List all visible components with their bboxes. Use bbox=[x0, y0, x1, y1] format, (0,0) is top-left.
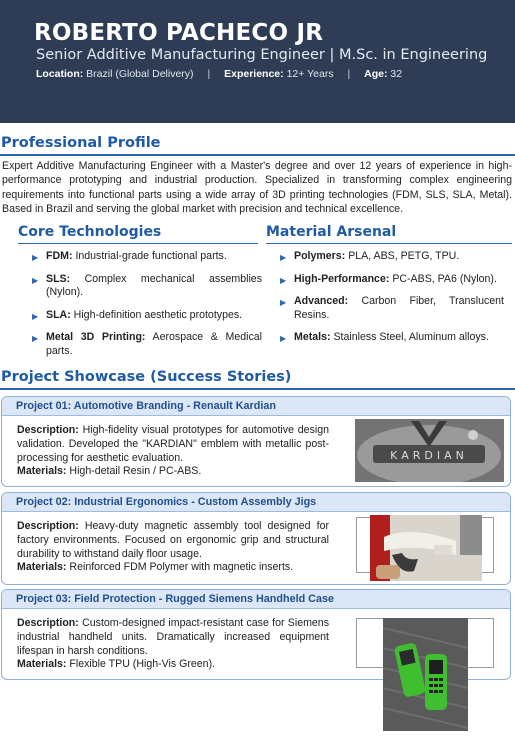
material-arsenal-list bbox=[280, 250, 504, 354]
jig-icon bbox=[370, 515, 482, 581]
showcase-title: Project Showcase (Success Stories) bbox=[1, 369, 292, 385]
project-card-01 bbox=[1, 396, 511, 487]
resume-header bbox=[0, 0, 515, 123]
project-title: Project 01: Automotive Branding - Renault Kardian bbox=[2, 397, 510, 416]
meta-separator: | bbox=[207, 68, 211, 80]
project-title: Project 02: Industrial Ergonomics - Custom Assembly Jigs bbox=[2, 493, 510, 512]
list-item: ▶ SLS: Complex mechanical assemblies (Nylon). bbox=[32, 272, 262, 298]
location-label: Location: bbox=[36, 68, 84, 80]
age-label: Age: bbox=[364, 68, 388, 80]
list-item: ▶ FDM: Industrial-grade functional parts. bbox=[32, 250, 262, 264]
candidate-name: ROBERTO PACHECO JR bbox=[34, 20, 324, 46]
triangle-right-icon: ▶ bbox=[280, 275, 287, 285]
project-card-02 bbox=[1, 492, 511, 585]
profile-text: Expert Additive Manufacturing Engineer with a Master's degree and over 12 years of experience in high-performance prototyping and industrial production. Specialized in transforming complex engineering requirements into functional parts using a wide array of 3D printing technologies (FDM, SLS, SLA, Metal). Based in Brazil and serving the global market with precision and technical excellence. bbox=[2, 160, 512, 215]
project-body: Description: High-fidelity visual prototypes for automotive design validation. Developed the "KARDIAN" emblem with metallic post-processing for aesthetic evaluation. Materials: High-detail Resin / PC-ABS. bbox=[17, 424, 330, 478]
list-item: ▶ SLA: High-definition aesthetic prototypes. bbox=[32, 309, 262, 323]
handheld-case-icon bbox=[383, 618, 468, 731]
core-technologies-list bbox=[32, 250, 262, 367]
triangle-right-icon: ▶ bbox=[280, 298, 287, 307]
age-value: 32 bbox=[390, 68, 403, 80]
experience-value: 12+ Years bbox=[286, 68, 334, 80]
triangle-right-icon: ▶ bbox=[280, 334, 287, 343]
project-body: Description: Custom-designed impact-resistant case for Siemens industrial handheld units. Dramatically increased equipment lifespan in harsh conditions. Materials: Flexible TPU (High-Vis Green). bbox=[17, 617, 329, 671]
candidate-meta bbox=[36, 68, 402, 80]
emblem-icon bbox=[355, 419, 504, 482]
triangle-right-icon: ▶ bbox=[32, 253, 39, 262]
project-title: Project 03: Field Protection - Rugged Siemens Handheld Case bbox=[2, 590, 510, 609]
showcase-divider bbox=[0, 388, 515, 390]
location-value: Brazil (Global Delivery) bbox=[86, 68, 194, 80]
list-item: ▶ Metals: Stainless Steel, Aluminum alloys. bbox=[280, 331, 504, 345]
profile-divider bbox=[0, 154, 515, 156]
core-technologies-divider bbox=[18, 243, 258, 244]
list-item: ▶ High-Performance: PC-ABS, PA6 (Nylon). bbox=[280, 273, 504, 287]
meta-separator: | bbox=[347, 68, 351, 80]
list-item: ▶ Polymers: PLA, ABS, PETG, TPU. bbox=[280, 250, 504, 264]
candidate-subtitle: Senior Additive Manufacturing Engineer | M.Sc. in Engineering bbox=[36, 47, 488, 63]
list-item: ▶ Advanced: Carbon Fiber, Translucent Resins. bbox=[280, 295, 504, 321]
assembly-jig-photo bbox=[370, 515, 482, 581]
list-item: ▶ Metal 3D Printing: Aerospace & Medical parts. bbox=[32, 331, 263, 357]
handheld-case-photo bbox=[383, 618, 468, 731]
core-technologies-title: Core Technologies bbox=[18, 224, 162, 240]
project-body: Description: Heavy-duty magnetic assembly tool designed for factory environments. Focused on ergonomic grip and structural durability to withstand daily floor usage. Materials: Reinforced FDM Polymer with magnetic inserts. bbox=[17, 520, 329, 574]
triangle-right-icon: ▶ bbox=[32, 311, 39, 321]
triangle-right-icon: ▶ bbox=[280, 253, 287, 262]
profile-title: Professional Profile bbox=[1, 135, 161, 151]
material-arsenal-title: Material Arsenal bbox=[266, 224, 397, 240]
triangle-right-icon: ▶ bbox=[32, 275, 39, 285]
emblem-label: KARDIAN bbox=[390, 449, 468, 462]
experience-label: Experience: bbox=[224, 68, 284, 80]
kardian-emblem-photo bbox=[355, 419, 504, 482]
material-arsenal-divider bbox=[266, 243, 512, 244]
triangle-right-icon: ▶ bbox=[32, 334, 39, 343]
